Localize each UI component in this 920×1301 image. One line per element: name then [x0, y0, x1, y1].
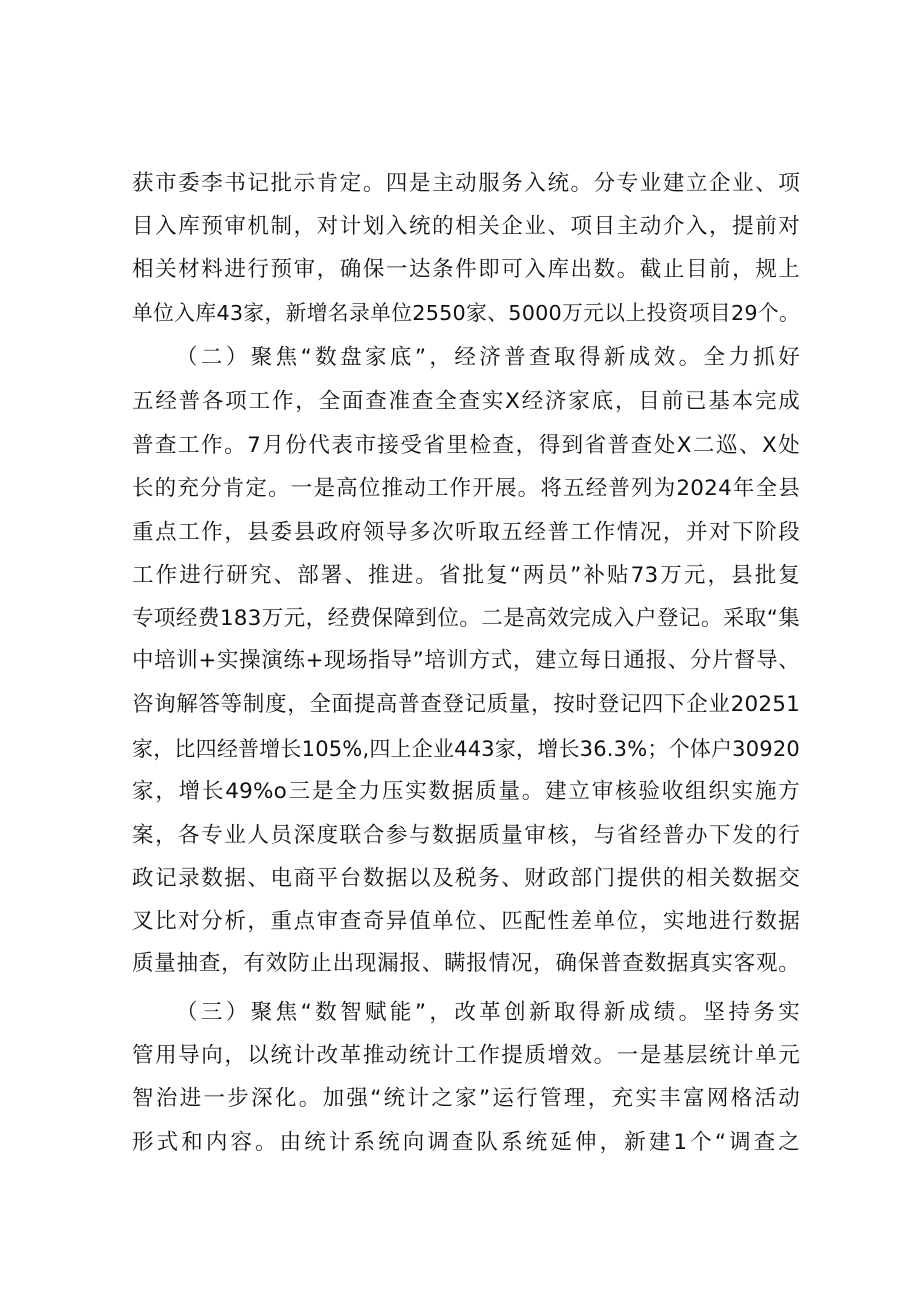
- text-line: 相关材料进行预审，确保一达条件即可入库出数。截止目前，规上: [132, 257, 800, 282]
- text-line: 政记录数据、电商平台数据以及税务、财政部门提供的相关数据交: [132, 866, 800, 891]
- text-line: 普查工作。7月份代表市接受省里检查，得到省普查处X二巡、X处: [132, 433, 800, 458]
- text-line: 家，增长49%o三是全力压实数据质量。建立审核验收组织实施方: [132, 779, 800, 804]
- text-line: 家，比四经普增长105%,四上企业443家，增长36.3%；个体户30920: [132, 737, 800, 761]
- paragraph-heading-line: （三）聚焦“数智赋能”，改革创新取得新成绩。坚持务实: [176, 1000, 800, 1025]
- text-line: 目入库预审机制，对计划入统的相关企业、项目主动介入，提前对: [132, 214, 800, 239]
- text-line: 获市委李书记批示肯定。四是主动服务入统。分专业建立企业、项: [132, 171, 800, 196]
- text-line: 工作进行研究、部署、推进。省批复“两员”补贴73万元，县批复: [132, 563, 800, 588]
- paragraph-heading-line: （二）聚焦“数盘家底”，经济普查取得新成效。全力抓好: [176, 345, 800, 370]
- text-line: 管用导向，以统计改革推动统计工作提质增效。一是基层统计单元: [132, 1043, 800, 1068]
- text-line: 五经普各项工作，全面查准查全查实X经济家底，目前已基本完成: [132, 389, 800, 414]
- text-line: 长的充分肯定。一是高位推动工作开展。将五经普列为2024年全县: [132, 476, 800, 501]
- text-line: 单位入库43家，新增名录单位2550家、5000万元以上投资项目29个。: [132, 301, 800, 325]
- text-line: 重点工作，县委县政府领导多次听取五经普工作情况，并对下阶段: [132, 520, 800, 545]
- text-line: 形式和内容。由统计系统向调查队系统延伸，新建1个“调查之: [132, 1130, 800, 1155]
- text-line: 智治进一步深化。加强“统计之家”运行管理，充实丰富网格活动: [132, 1086, 800, 1111]
- text-line: 专项经费183万元，经费保障到位。二是高效完成入户登记。采取“集: [132, 606, 800, 631]
- text-line: 叉比对分析，重点审查奇异值单位、匹配性差单位，实地进行数据: [132, 909, 800, 934]
- text-line: 案，各专业人员深度联合参与数据质量审核，与省经普办下发的行: [132, 823, 800, 848]
- text-line: 咨询解答等制度，全面提高普查登记质量，按时登记四下企业20251: [132, 692, 800, 717]
- text-line: 质量抽查，有效防止出现漏报、瞒报情况，确保普查数据真实客观。: [132, 951, 800, 976]
- text-line: 中培训+实操演练+现场指导”培训方式，建立每日通报、分片督导、: [132, 648, 800, 673]
